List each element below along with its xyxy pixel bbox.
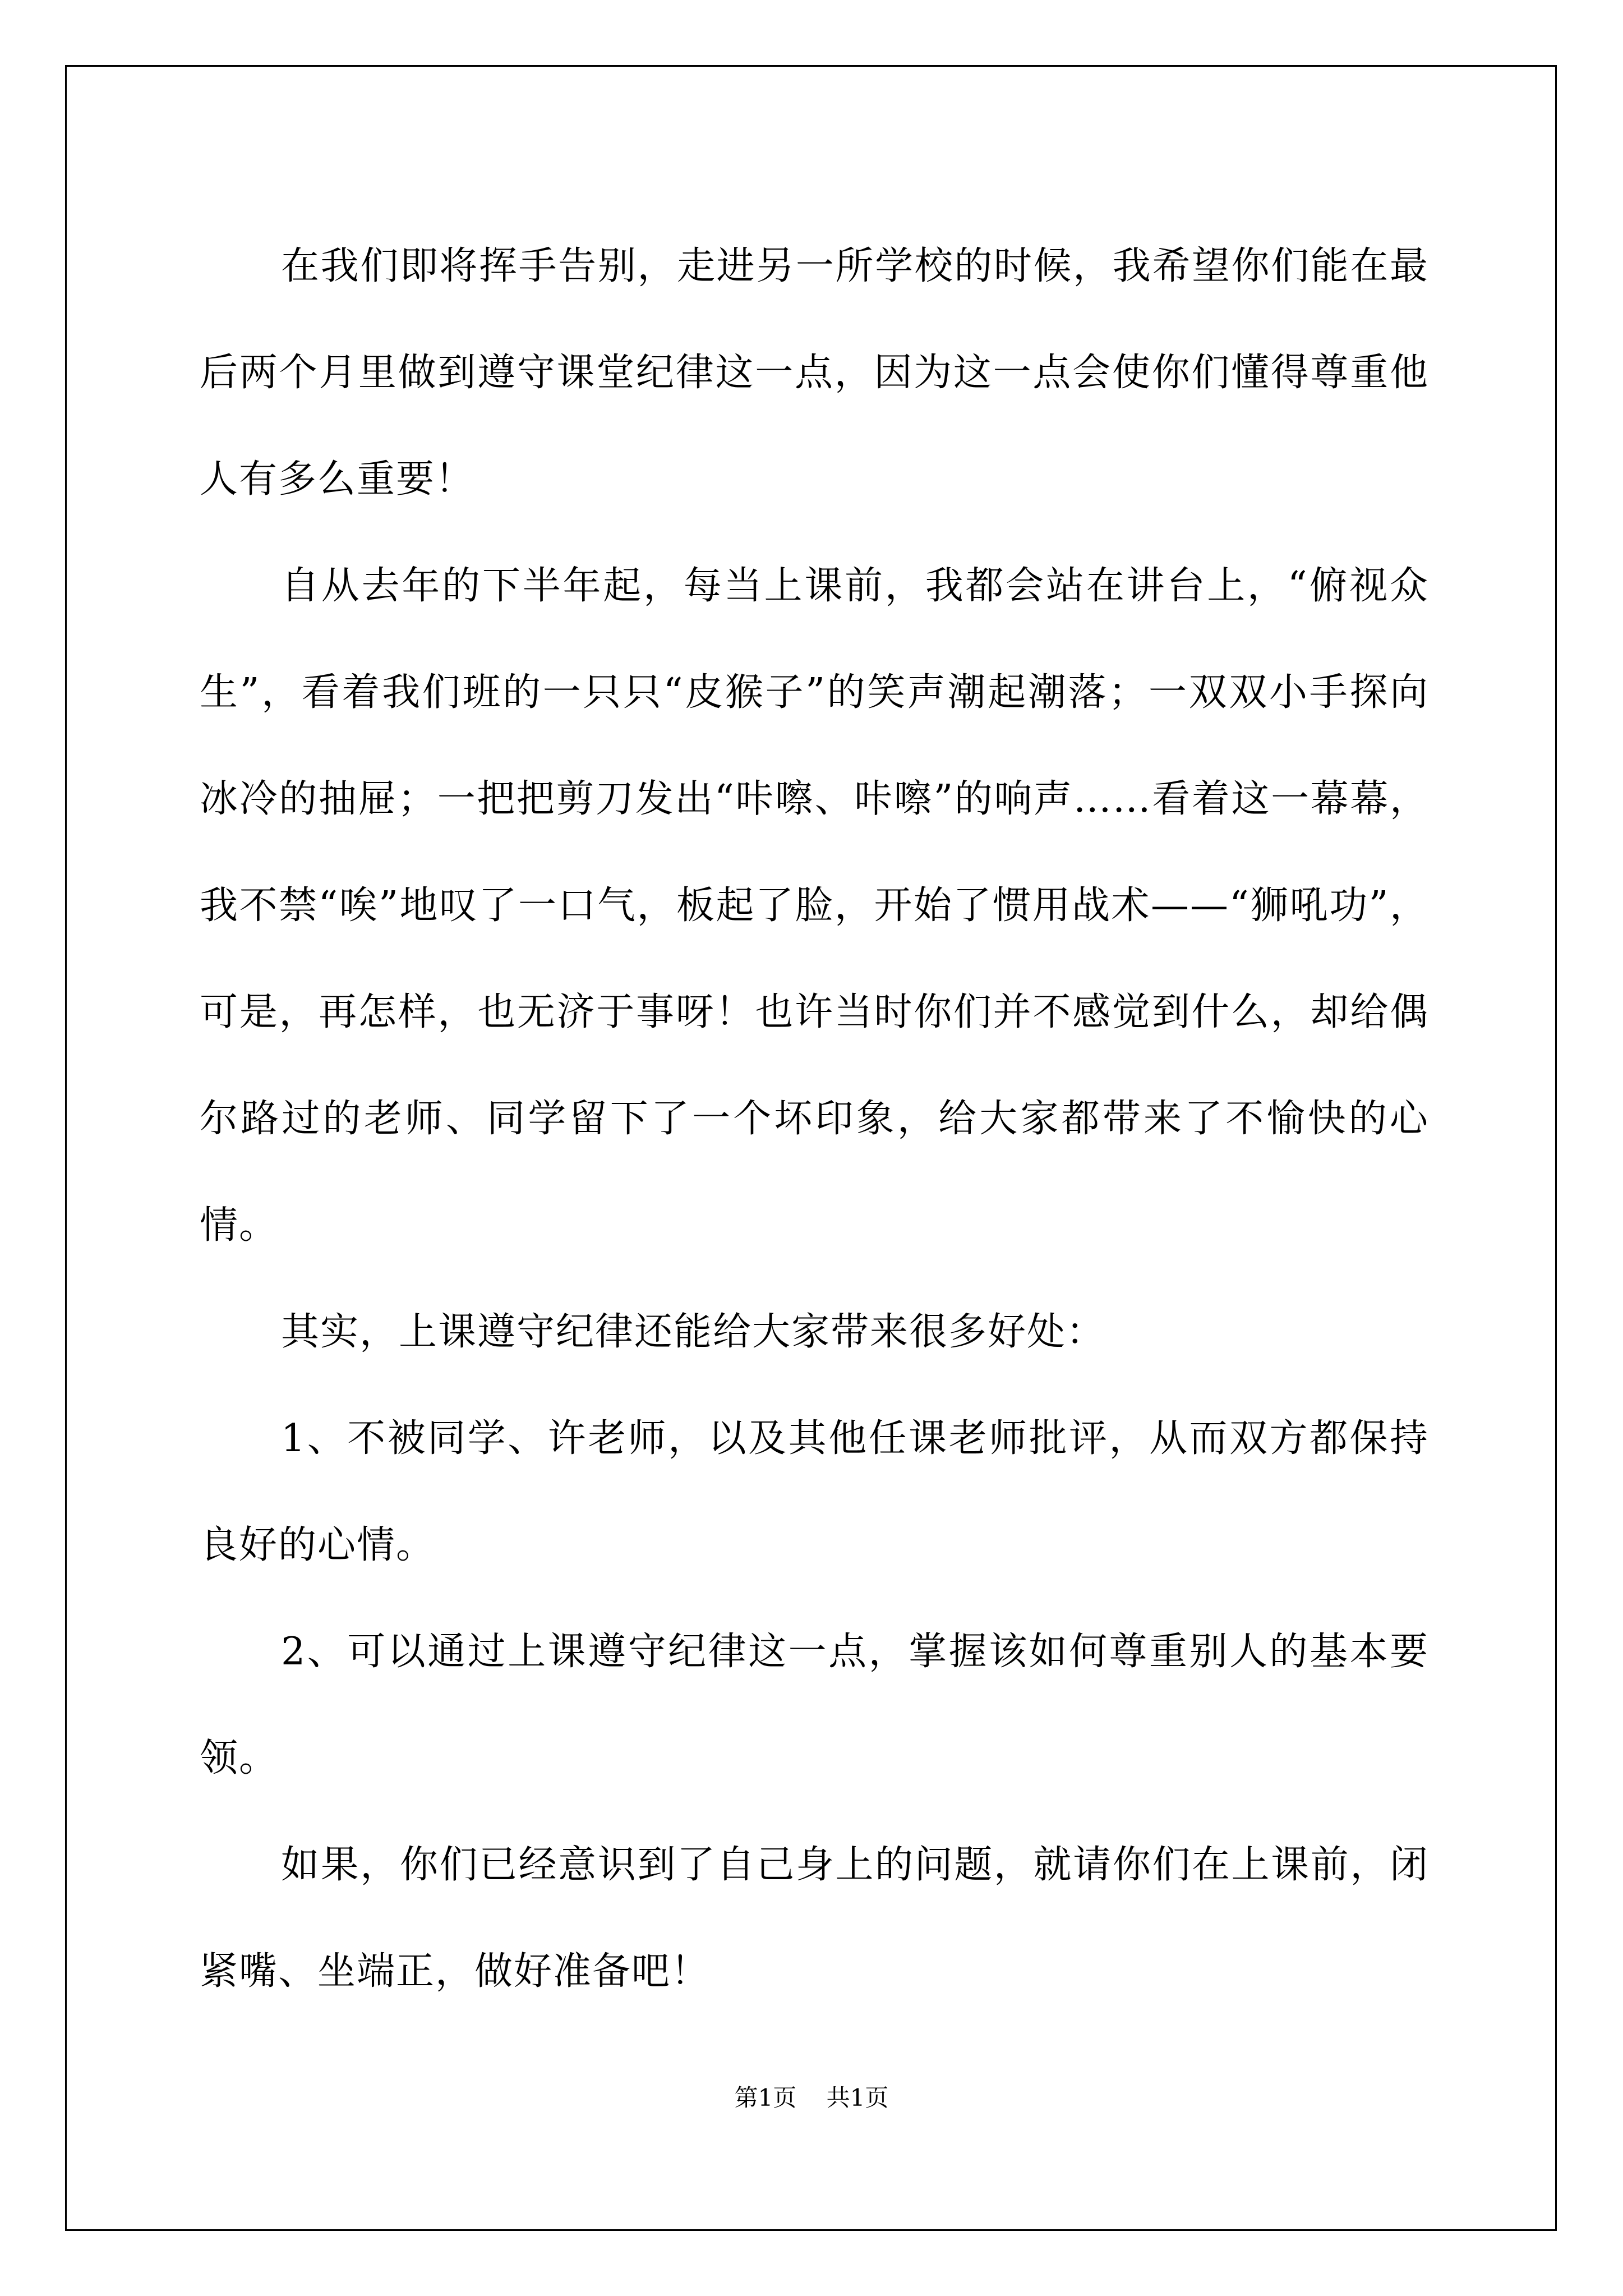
paragraph-6: 如果，你们已经意识到了自己身上的问题，就请你们在上课前，闭紧嘴、坐端正，做好准备吧！ <box>200 1843 1429 1994</box>
paragraph-4: 1、不被同学、许老师，以及其他任课老师批评，从而双方都保持良好的心情。 <box>200 1416 1429 1567</box>
page-number: 第1页 <box>734 2084 797 2111</box>
page-footer <box>0 2081 1623 2115</box>
paragraph-1: 在我们即将挥手告别，走进另一所学校的时候，我希望你们能在最后两个月里做到遵守课堂纪律这一点，因为这一点会使你们懂得尊重他人有多么重要！ <box>200 244 1429 501</box>
paragraph-2: 自从去年的下半年起，每当上课前，我都会站在讲台上，“俯视众生”，看着我们班的一只只“皮猴子”的笑声潮起潮落；一双双小手探向冰冷的抽屉；一把把剪刀发出“咔嚓、咔嚓”的响声……看着这一幕幕，我不禁“唉”地叹了一口气，板起了脸，开始了惯用战术——“狮吼功”，可是，再怎样，也无济于事呀！也许当时你们并不感觉到什么，却给偶尔路过的老师、同学留下了一个坏印象，给大家都带来了不愉快的心情。 <box>200 564 1429 1248</box>
page-total: 共1页 <box>826 2084 889 2111</box>
document-body <box>200 213 1429 2025</box>
paragraph-5: 2、可以通过上课遵守纪律这一点，掌握该如何尊重别人的基本要领。 <box>200 1630 1429 1780</box>
paragraph-3: 其实，上课遵守纪律还能给大家带来很多好处： <box>281 1310 1106 1354</box>
